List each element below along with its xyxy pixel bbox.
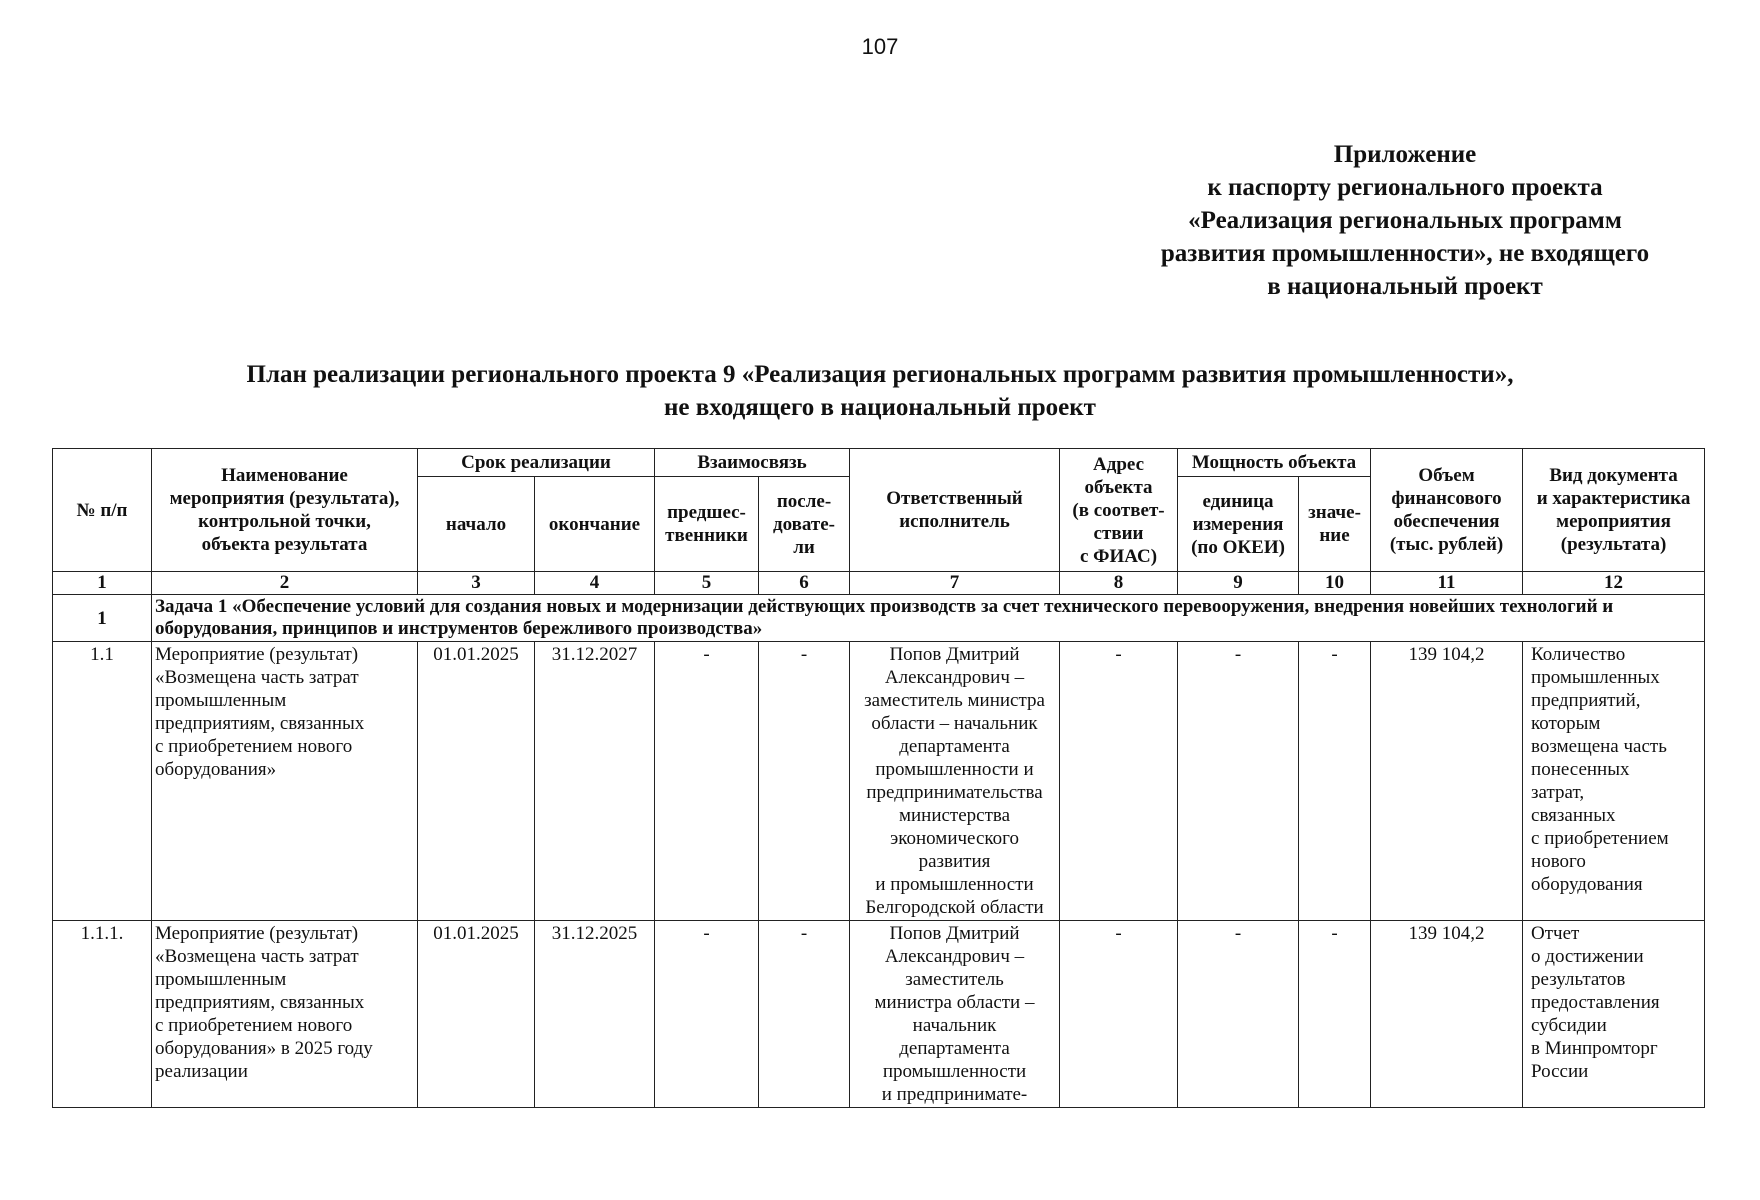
task-text: Задача 1 «Обеспечение условий для создания новых и модернизации действующих производств за счет технического перевооружения, внедрения новейших технологий и оборудования, принципов и инструментов бережливого производства» bbox=[152, 595, 1705, 642]
row-value: - bbox=[1299, 642, 1371, 921]
row-funding: 139 104,2 bbox=[1371, 642, 1523, 921]
column-number: 1 bbox=[53, 572, 152, 595]
row-document: Отчет о достижении результатов предоставления субсидии в Минпромторг России bbox=[1523, 921, 1705, 1108]
header-address: Адрес объекта (в соответ- ствии с ФИАС) bbox=[1060, 449, 1178, 572]
column-number: 2 bbox=[152, 572, 418, 595]
header-funding: Объем финансового обеспечения (тыс. рублей) bbox=[1371, 449, 1523, 572]
row-number: 1.1.1. bbox=[53, 921, 152, 1108]
header-end: окончание bbox=[535, 477, 655, 572]
row-successors: - bbox=[759, 921, 850, 1108]
row-predecessors: - bbox=[655, 921, 759, 1108]
row-predecessors: - bbox=[655, 642, 759, 921]
plan-title-line: План реализации регионального проекта 9 «Реализация региональных программ развития промышленности», bbox=[246, 361, 1514, 388]
row-responsible: Попов Дмитрий Александрович – заместитель министра области – начальник департамента промышленности и предпринимательства министерства экономического развития и промышленности Белгородской области bbox=[850, 642, 1060, 921]
column-number: 7 bbox=[850, 572, 1060, 595]
plan-title-line: не входящего в национальный проект bbox=[664, 394, 1096, 421]
header-row-top bbox=[53, 449, 1705, 477]
table-row bbox=[53, 921, 1705, 1108]
row-successors: - bbox=[759, 642, 850, 921]
row-address: - bbox=[1060, 642, 1178, 921]
header-value: значе- ние bbox=[1299, 477, 1371, 572]
appendix-line: «Реализация региональных программ bbox=[1188, 207, 1622, 234]
row-unit: - bbox=[1178, 921, 1299, 1108]
header-document: Вид документа и характеристика мероприятия (результата) bbox=[1523, 449, 1705, 572]
appendix-heading bbox=[1120, 138, 1690, 303]
column-number: 5 bbox=[655, 572, 759, 595]
column-number: 6 bbox=[759, 572, 850, 595]
column-number: 8 bbox=[1060, 572, 1178, 595]
row-number: 1.1 bbox=[53, 642, 152, 921]
column-number: 12 bbox=[1523, 572, 1705, 595]
header-responsible: Ответственный исполнитель bbox=[850, 449, 1060, 572]
row-name: Мероприятие (результат) «Возмещена часть затрат промышленным предприятиям, связанных с приобретением нового оборудования» в 2025 году реализации bbox=[152, 921, 418, 1108]
column-number: 10 bbox=[1299, 572, 1371, 595]
row-value: - bbox=[1299, 921, 1371, 1108]
row-start: 01.01.2025 bbox=[418, 921, 535, 1108]
column-number: 11 bbox=[1371, 572, 1523, 595]
header-number: № п/п bbox=[53, 449, 152, 572]
header-term-group: Срок реализации bbox=[418, 449, 655, 477]
appendix-line: к паспорту регионального проекта bbox=[1207, 174, 1603, 201]
header-power-group: Мощность объекта bbox=[1178, 449, 1371, 477]
row-unit: - bbox=[1178, 642, 1299, 921]
header-link-group: Взаимосвязь bbox=[655, 449, 850, 477]
appendix-line: развития промышленности», не входящего bbox=[1160, 240, 1650, 267]
table-row bbox=[53, 642, 1705, 921]
task-row bbox=[53, 595, 1705, 642]
appendix-line: в национальный проект bbox=[1267, 273, 1543, 300]
column-number: 9 bbox=[1178, 572, 1299, 595]
task-number: 1 bbox=[53, 595, 152, 642]
header-successors: после- довате- ли bbox=[759, 477, 850, 572]
row-end: 31.12.2027 bbox=[535, 642, 655, 921]
page-number: 107 bbox=[861, 34, 899, 59]
row-responsible: Попов Дмитрий Александрович – заместитель министра области – начальник департамента промышленности и предпринимате- bbox=[850, 921, 1060, 1108]
header-predecessors: предшес- твенники bbox=[655, 477, 759, 572]
header-start: начало bbox=[418, 477, 535, 572]
column-number: 3 bbox=[418, 572, 535, 595]
header-name: Наименование мероприятия (результата), контрольной точки, объекта результата bbox=[152, 449, 418, 572]
row-name: Мероприятие (результат) «Возмещена часть затрат промышленным предприятиям, связанных с приобретением нового оборудования» bbox=[152, 642, 418, 921]
row-document: Количество промышленных предприятий, которым возмещена часть понесенных затрат, связанных с приобретением нового оборудования bbox=[1523, 642, 1705, 921]
column-number-row bbox=[53, 572, 1705, 595]
plan-title bbox=[0, 358, 1760, 424]
column-number: 4 bbox=[535, 572, 655, 595]
appendix-line: Приложение bbox=[1333, 141, 1477, 168]
row-start: 01.01.2025 bbox=[418, 642, 535, 921]
row-funding: 139 104,2 bbox=[1371, 921, 1523, 1108]
row-end: 31.12.2025 bbox=[535, 921, 655, 1108]
header-unit: единица измерения (по ОКЕИ) bbox=[1178, 477, 1299, 572]
row-address: - bbox=[1060, 921, 1178, 1108]
plan-table bbox=[52, 448, 1705, 1108]
